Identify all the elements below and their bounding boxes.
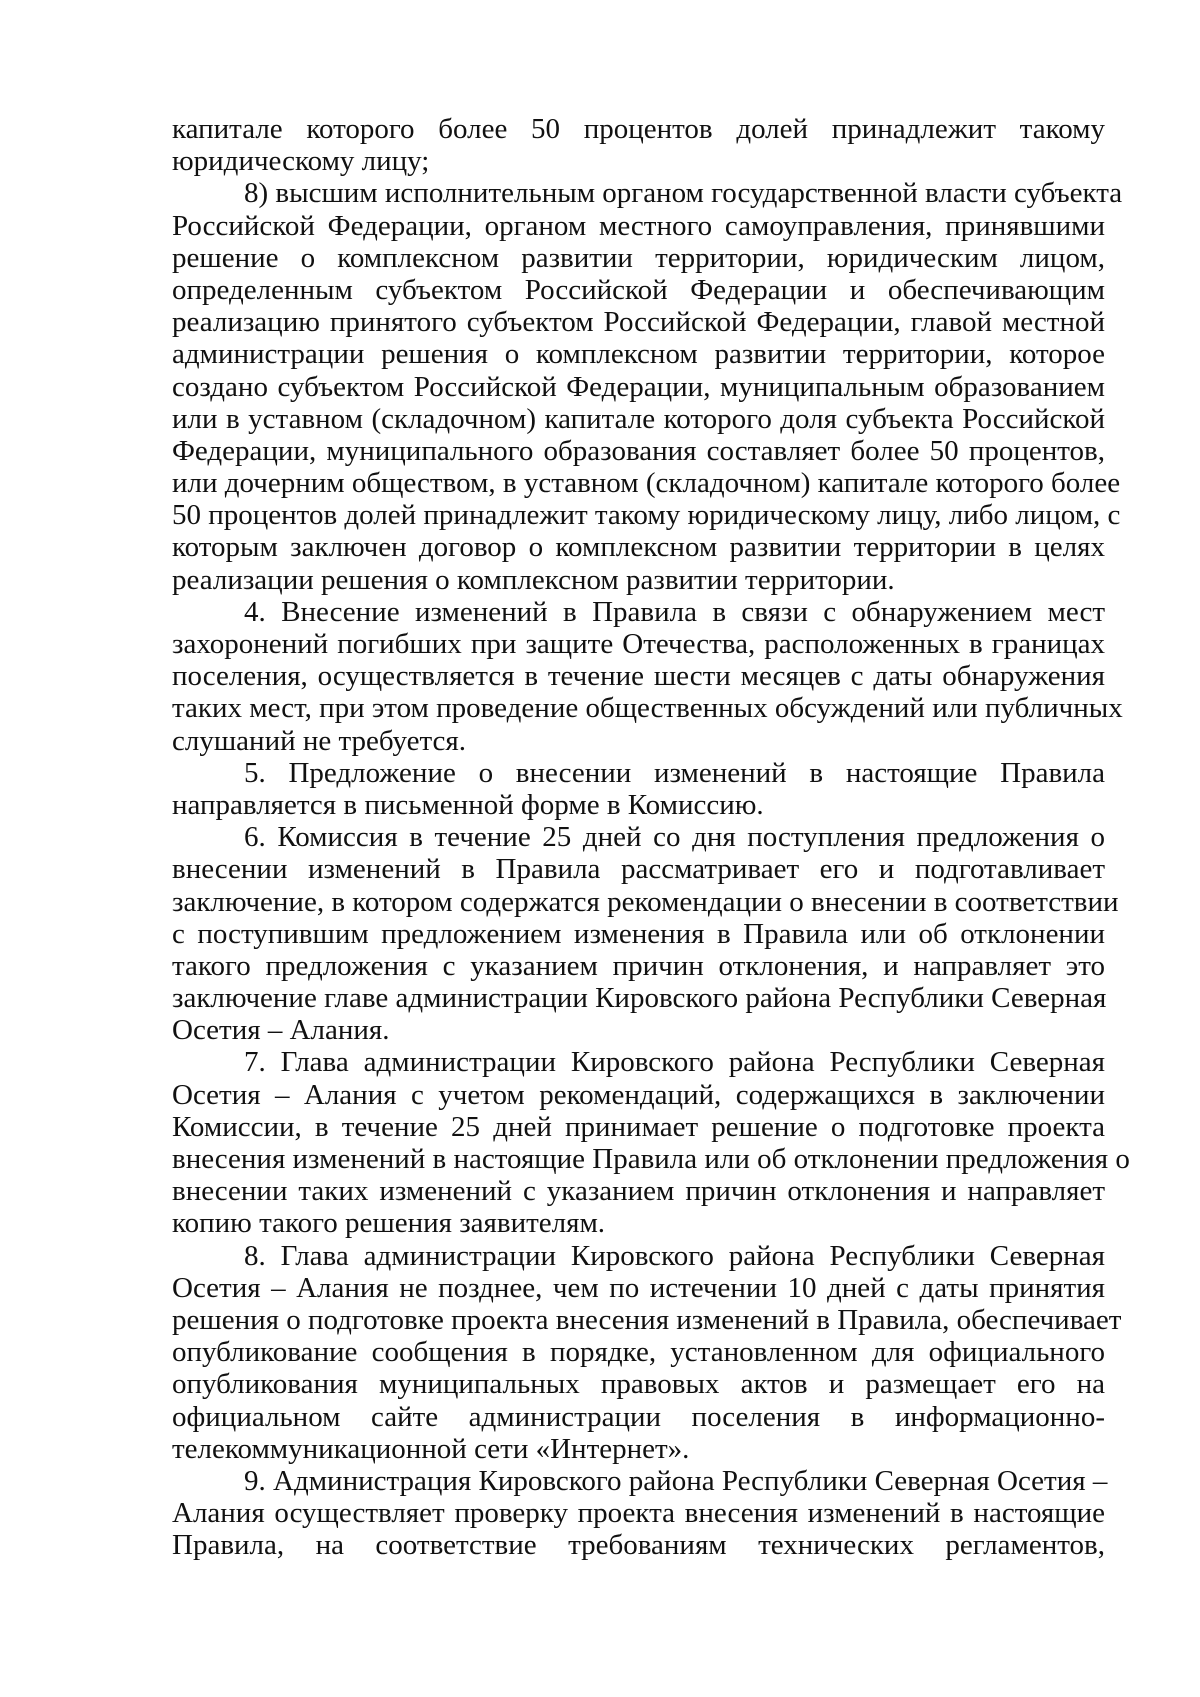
text-line: или дочерним обществом, в уставном (складочном) капитале которого более xyxy=(172,467,1121,500)
paragraph xyxy=(172,821,1119,1047)
text-line: захоронений погибших при защите Отечества, расположенных в границах xyxy=(172,628,1105,660)
text-line: 4. Внесение изменений в Правила в связи с обнаружением мест xyxy=(244,595,1105,628)
text-line: юридическому лицу; xyxy=(172,145,430,178)
text-line: реализацию принятого субъектом Российской Федерации, главой местной xyxy=(172,306,1105,339)
text-line: 8. Глава администрации Кировского района Республики Северная xyxy=(244,1239,1105,1272)
text-line: копию такого решения заявителям. xyxy=(172,1207,606,1240)
text-line: 7. Глава администрации Кировского района Республики Северная xyxy=(244,1046,1105,1079)
text-line: заключение, в котором содержатся рекомендации о внесении в соответствии xyxy=(172,885,1119,918)
text-line: Федерации, муниципального образования составляет более 50 процентов, xyxy=(172,434,1105,467)
text-line: Осетия – Алания не позднее, чем по истечении 10 дней с даты принятия xyxy=(172,1271,1105,1304)
text-line: 5. Предложение о внесении изменений в настоящие Правила xyxy=(244,756,1105,789)
text-line: Комиссии, в течение 25 дней принимает решение о подготовке проекта xyxy=(172,1110,1105,1143)
text-line: 8) высшим исполнительным органом государственной власти субъекта xyxy=(244,177,1123,210)
text-line: создано субъектом Российской Федерации, муниципальным образованием xyxy=(172,370,1105,403)
text-line: решения о подготовке проекта внесения изменений в Правила, обеспечивает xyxy=(172,1303,1122,1336)
text-line: заключение главе администрации Кировского района Республики Северная xyxy=(172,982,1107,1015)
text-line: определенным субъектом Российской Федерации и обеспечивающим xyxy=(172,273,1105,306)
text-line: направляется в письменной форме в Комиссию. xyxy=(172,788,764,821)
text-line: администрации решения о комплексном развитии территории, которое xyxy=(172,338,1105,371)
text-line: официальном сайте администрации поселения в информационно- xyxy=(172,1400,1105,1433)
text-line: внесении таких изменений с указанием причин отклонения и направляет xyxy=(172,1175,1105,1208)
text-line: решение о комплексном развитии территории, юридическим лицом, xyxy=(172,241,1105,274)
text-line: слушаний не требуется. xyxy=(172,724,467,757)
paragraph xyxy=(172,177,1123,596)
text-line: которым заключен договор о комплексном развитии территории в целях xyxy=(172,531,1105,564)
text-line: поселения, осуществляется в течение шести месяцев с даты обнаружения xyxy=(172,660,1105,693)
text-line: таких мест, при этом проведение общественных обсуждений или публичных xyxy=(172,692,1123,725)
text-line: с поступившим предложением изменения в Правила или об отклонении xyxy=(172,917,1105,950)
text-line: Правила, на соответствие требованиям технических регламентов, xyxy=(172,1529,1105,1562)
text-line: 6. Комиссия в течение 25 дней со дня поступления предложения о xyxy=(244,821,1105,854)
text-line: опубликования муниципальных правовых актов и размещает его на xyxy=(172,1368,1105,1401)
text-line: 9. Администрация Кировского района Республики Северная Осетия – xyxy=(244,1464,1108,1497)
paragraph xyxy=(172,757,1105,821)
text-line: такого предложения с указанием причин отклонения, и направляет это xyxy=(172,949,1105,982)
text-line: внесении изменений в Правила рассматривает его и подготавливает xyxy=(172,853,1105,886)
paragraph xyxy=(172,1239,1122,1465)
paragraph xyxy=(172,595,1123,757)
paragraph xyxy=(172,1046,1130,1240)
text-line: капитале которого более 50 процентов долей принадлежит такому xyxy=(172,113,1105,145)
text-line: реализации решения о комплексном развитии территории. xyxy=(172,563,895,596)
text-line: опубликование сообщения в порядке, установленном для официального xyxy=(172,1336,1105,1369)
paragraph xyxy=(172,113,1105,177)
text-line: Осетия – Алания. xyxy=(172,1014,390,1047)
text-line: Алания осуществляет проверку проекта внесения изменений в настоящие xyxy=(172,1497,1105,1530)
text-line: внесения изменений в настоящие Правила или об отклонении предложения о xyxy=(172,1143,1130,1175)
text-line: Осетия – Алания с учетом рекомендаций, содержащихся в заключении xyxy=(172,1078,1105,1111)
paragraph xyxy=(172,1464,1108,1562)
text-line: 50 процентов долей принадлежит такому юридическому лицу, либо лицом, с xyxy=(172,499,1121,532)
document-text xyxy=(172,113,1130,1562)
text-line: или в уставном (складочном) капитале которого доля субъекта Российской xyxy=(172,402,1105,435)
text-line: Российской Федерации, органом местного самоуправления, принявшими xyxy=(172,209,1105,242)
text-line: телекоммуникационной сети «Интернет». xyxy=(172,1432,690,1465)
